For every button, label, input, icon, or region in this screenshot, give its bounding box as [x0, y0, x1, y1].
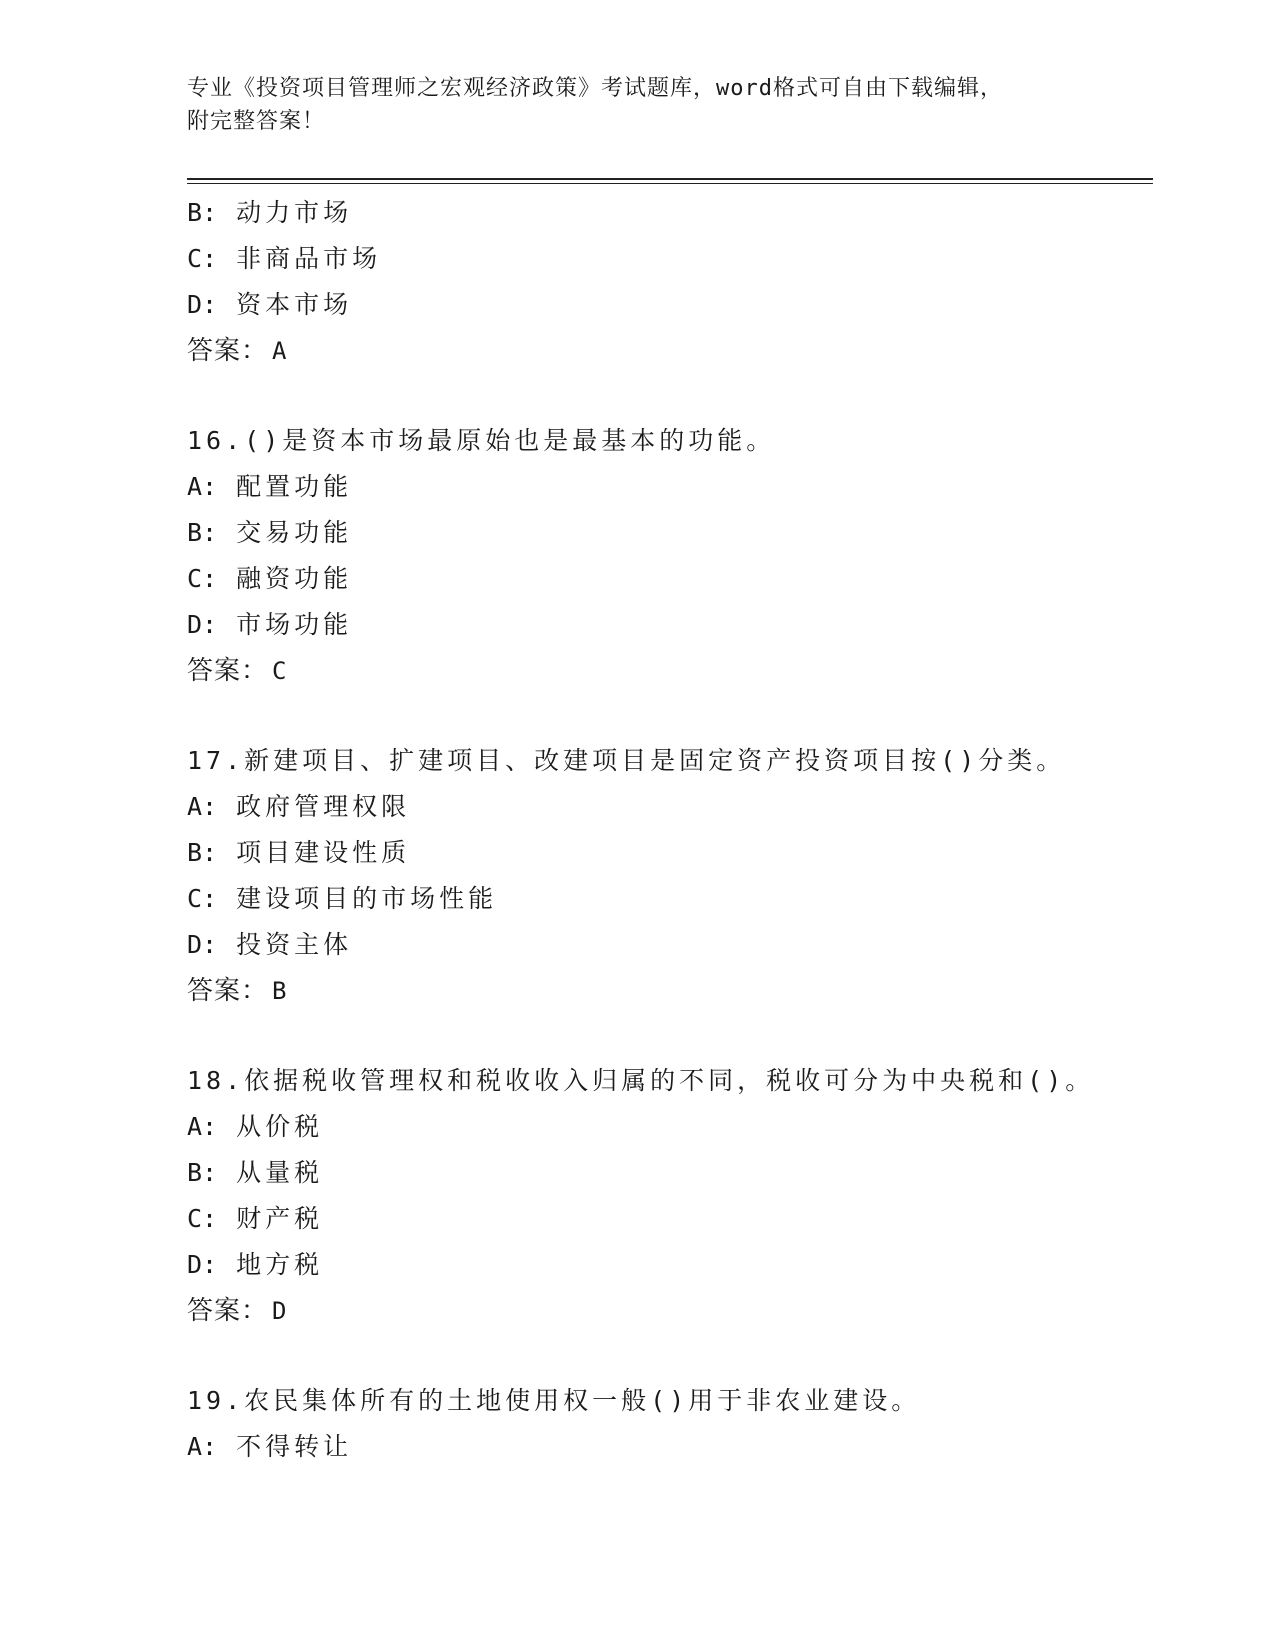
- question-16: [187, 418, 1147, 694]
- option-a: [187, 1424, 1147, 1470]
- question-stem: 18.依据税收管理权和税收收入归属的不同，税收可分为中央税和()。: [187, 1066, 1095, 1095]
- question-continued: [187, 190, 1147, 374]
- option-text: 动力市场: [236, 198, 353, 227]
- option-d: [187, 922, 1147, 968]
- option-c: [187, 556, 1147, 602]
- option-text: 投资主体: [236, 930, 353, 959]
- option-text: 从量税: [236, 1158, 324, 1187]
- option-a: [187, 1104, 1147, 1150]
- answer-label: 答案：: [187, 976, 269, 1006]
- option-text: 地方税: [236, 1250, 324, 1279]
- answer-value: A: [272, 337, 288, 365]
- option-text: 融资功能: [236, 564, 353, 593]
- answer-value: D: [272, 1297, 288, 1325]
- answer-label: 答案：: [187, 336, 269, 366]
- answer-line: [187, 1288, 1147, 1334]
- option-key: C:: [187, 884, 218, 913]
- answer-value: B: [272, 977, 288, 1005]
- option-c: [187, 1196, 1147, 1242]
- option-key: B:: [187, 198, 218, 227]
- option-key: C:: [187, 244, 218, 273]
- option-key: C:: [187, 1204, 218, 1233]
- option-text: 市场功能: [236, 610, 353, 639]
- question-stem: 17.新建项目、扩建项目、改建项目是固定资产投资项目按()分类。: [187, 746, 1066, 775]
- question-stem: 19.农民集体所有的土地使用权一般()用于非农业建设。: [187, 1386, 921, 1415]
- option-a: [187, 464, 1147, 510]
- answer-label: 答案：: [187, 656, 269, 686]
- option-b: [187, 830, 1147, 876]
- question-stem: 16.()是资本市场最原始也是最基本的功能。: [187, 426, 776, 455]
- option-d: [187, 602, 1147, 648]
- option-text: 不得转让: [236, 1432, 353, 1461]
- option-c: [187, 876, 1147, 922]
- option-text: 资本市场: [236, 290, 353, 319]
- option-c: [187, 236, 1147, 282]
- header-divider: [187, 178, 1153, 184]
- option-text: 交易功能: [236, 518, 353, 547]
- header-line-1: 专业《投资项目管理师之宏观经济政策》考试题库，word格式可自由下载编辑，: [187, 76, 1003, 101]
- option-d: [187, 282, 1147, 328]
- option-b: [187, 1150, 1147, 1196]
- option-key: D:: [187, 610, 218, 639]
- answer-label: 答案：: [187, 1296, 269, 1326]
- option-d: [187, 1242, 1147, 1288]
- option-key: D:: [187, 930, 218, 959]
- option-b: [187, 190, 1147, 236]
- option-text: 建设项目的市场性能: [236, 884, 498, 913]
- option-b: [187, 510, 1147, 556]
- answer-line: [187, 328, 1147, 374]
- option-key: B:: [187, 518, 218, 547]
- option-key: B:: [187, 838, 218, 867]
- option-key: D:: [187, 1250, 218, 1279]
- answer-line: [187, 968, 1147, 1014]
- option-text: 从价税: [236, 1112, 324, 1141]
- answer-value: C: [272, 657, 288, 685]
- option-key: A:: [187, 792, 218, 821]
- option-text: 项目建设性质: [236, 838, 411, 867]
- question-list: [187, 190, 1147, 1470]
- option-key: B:: [187, 1158, 218, 1187]
- answer-line: [187, 648, 1147, 694]
- question-17: [187, 738, 1147, 1014]
- document-header: [187, 72, 1087, 138]
- option-key: D:: [187, 290, 218, 319]
- option-text: 财产税: [236, 1204, 324, 1233]
- option-key: A:: [187, 1112, 218, 1141]
- option-text: 非商品市场: [236, 244, 382, 273]
- option-key: A:: [187, 472, 218, 501]
- option-key: C:: [187, 564, 218, 593]
- option-key: A:: [187, 1432, 218, 1461]
- header-line-2: 附完整答案！: [187, 109, 326, 134]
- question-18: [187, 1058, 1147, 1334]
- question-19: [187, 1378, 1147, 1470]
- option-text: 配置功能: [236, 472, 353, 501]
- option-a: [187, 784, 1147, 830]
- option-text: 政府管理权限: [236, 792, 411, 821]
